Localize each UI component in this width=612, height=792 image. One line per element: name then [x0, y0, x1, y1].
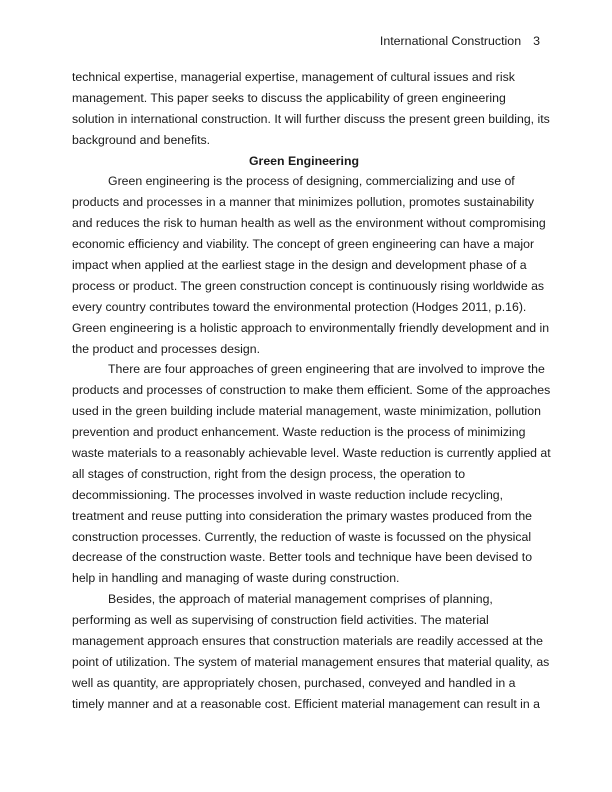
text-line: help in handling and managing of waste during construction.	[72, 571, 400, 586]
text-line: and reduces the risk to human health as well as the environment without compromising	[72, 216, 546, 231]
text-line: technical expertise, managerial expertise, management of cultural issues and risk	[72, 70, 515, 84]
text-line: timely manner and at a reasonable cost. Efficient material management can result in a	[72, 696, 540, 711]
text-line: the product and processes design.	[72, 341, 260, 356]
text-line: products and processes in a manner that minimizes pollution, promotes sustainability	[72, 195, 535, 210]
text-line: all stages of construction, right from the design process, the operation to	[72, 466, 466, 481]
text-line: prevention and product enhancement. Waste reduction is the process of minimizing	[72, 425, 526, 440]
running-title: International Construction	[379, 34, 522, 48]
text-line: Green engineering is a holistic approach to environmentally friendly development and in	[72, 320, 550, 335]
section-heading: Green Engineering	[248, 153, 359, 168]
text-line: decrease of the construction waste. Better tools and technique have been devised to	[72, 550, 533, 565]
text-line: performing as well as supervising of construction field activities. The material	[72, 613, 489, 628]
running-header	[380, 33, 540, 49]
text-line: economic efficiency and viability. The concept of green engineering can have a major	[72, 237, 535, 252]
page-number: 3	[533, 34, 540, 48]
text-line: every country contributes toward the environmental protection (Hodges 2011, p.16).	[72, 299, 527, 314]
text-line: construction processes. Currently, the reduction of waste is focussed on the physical	[72, 529, 532, 544]
text-line: background and benefits.	[72, 132, 211, 147]
text-line: process or product. The green construction concept is continuously rising worldwide as	[72, 278, 545, 293]
text-line: impact when applied at the earliest stage in the design and development phase of a	[72, 258, 527, 273]
text-line: well as quantity, are appropriately chosen, purchased, conveyed and handled in a	[72, 675, 516, 690]
text-line: decommissioning. The processes involved in waste reduction include recycling,	[72, 487, 504, 502]
text-line: solution in international construction. It will further discuss the present green building, its	[72, 111, 550, 126]
text-line: Besides, the approach of material management comprises of planning,	[108, 592, 493, 607]
text-line: used in the green building include material management, waste minimization, pollution	[72, 404, 541, 419]
text-line: point of utilization. The system of material management ensures that material quality, as	[72, 654, 550, 669]
text-line: There are four approaches of green engineering that are involved to improve the	[108, 362, 545, 377]
text-line: waste materials to a reasonably achievable level. Waste reduction is currently applied at	[72, 446, 551, 461]
text-line: management approach ensures that construction materials are readily accessed at the	[72, 634, 543, 649]
body-text	[72, 67, 551, 715]
text-line: Green engineering is the process of designing, commercializing and use of	[108, 174, 515, 189]
text-line: management. This paper seeks to discuss the applicability of green engineering	[72, 90, 506, 105]
text-line: treatment and reuse putting into consideration the primary wastes produced from the	[72, 508, 533, 523]
text-line: products and processes of construction to make them efficient. Some of the approaches	[72, 383, 551, 398]
